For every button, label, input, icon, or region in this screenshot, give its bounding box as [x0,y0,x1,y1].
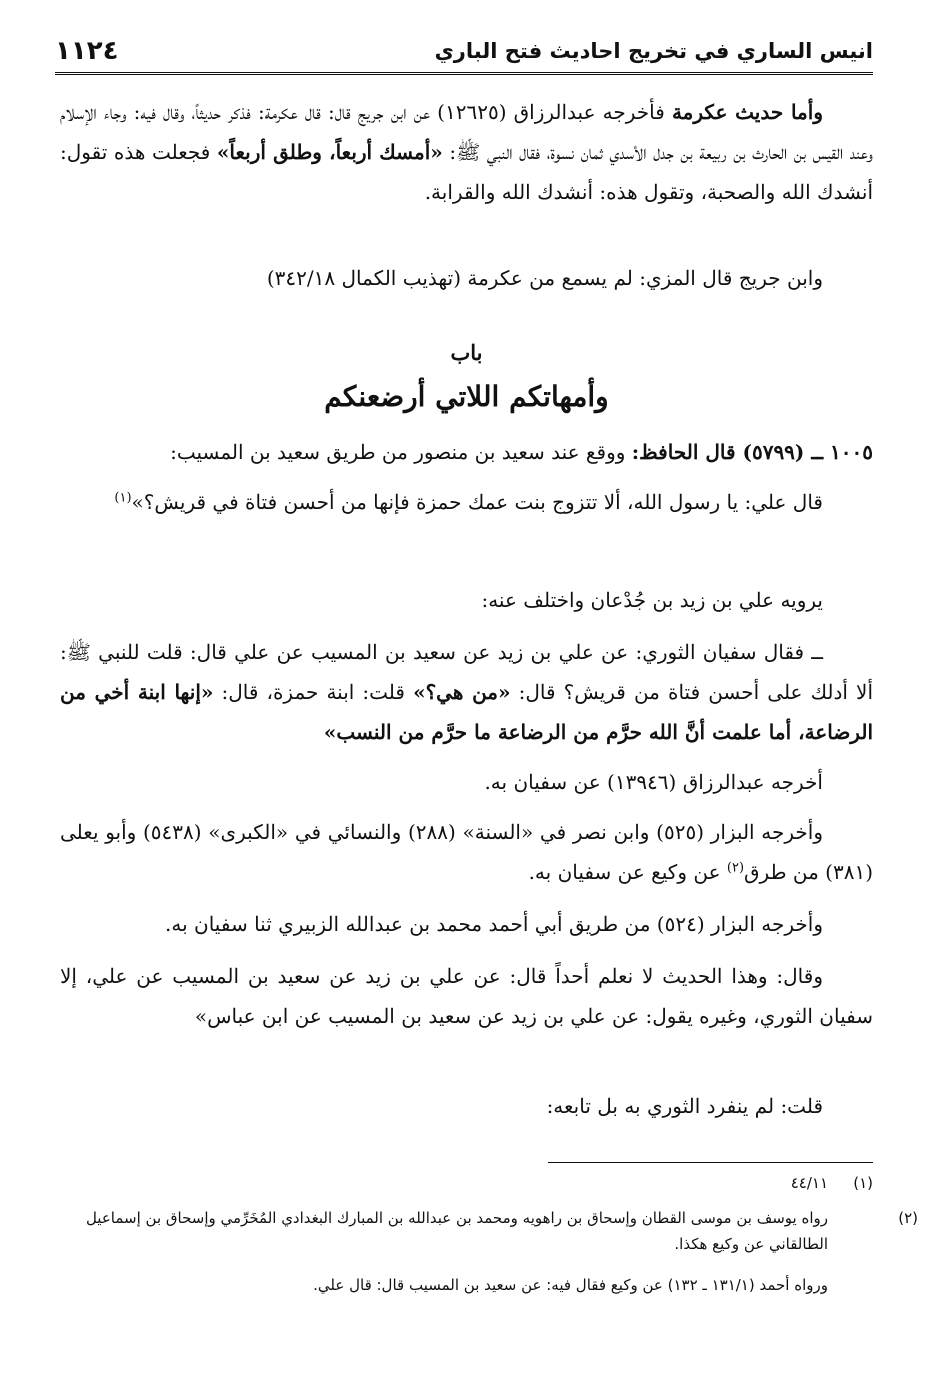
bab-label: باب [450,340,483,365]
paragraph-text: ووقع عند سعيد بن منصور من طريق سعيد بن المسيب: [170,440,632,464]
paragraph-text: عن وكيع عن سفيان به. [528,860,727,884]
hadith-number: ١٠٠٥ ــ (٥٧٩٩) قال الحافظ: [631,440,873,464]
hadith-quote: «إنها ابنة أخي من الرضاعة، أما علمت أنَّ الله حرَّم من الرضاعة ما حرَّم من النسب» [60,680,873,744]
footnote-ref: (٢) [726,860,745,876]
paragraph-sufyan [60,632,873,752]
footnote-ref: (١) [114,490,132,506]
paragraph-text: فجعلت هذه تقول: أنشدك الله والصحبة، وتقول هذه: أنشدك الله والقرابة. [60,140,873,204]
footnote-2 [60,1205,918,1257]
paragraph-text: قال علي: يا رسول الله، ألا تتزوج بنت عمك حمزة فإنها من أحسن فتاة في قريش؟» [131,490,823,514]
paragraph-abdurrazzaq: أخرجه عبدالرزاق (١٣٩٤٦) عن سفيان به. [484,770,823,794]
paragraph-conclusion: قلت: لم ينفرد الثوري به بل تابعه: [546,1094,823,1118]
paragraph-ikrima [60,92,873,212]
hadith-quote: «من هي؟» [413,680,511,704]
footnote-number: (٢) [898,1209,918,1227]
paragraph-text: فأخرجه عبدالرزاق (١٢٦٢٥) عن ابن جريج قال: قال عكرمة: فذكر حديثاً، وقال فيه: وجاء الإسلام وعند القيس بن الحارث بن ربيعة بن جدل الأسدي ثمان نسوة، فقال النبي ﷺ: [60,100,873,164]
paragraph-text: قلت: ابنة حمزة، قال: [213,680,414,704]
paragraph-hadith-1005 [60,432,873,472]
paragraph-bazzar-comment: وقال: وهذا الحديث لا نعلم أحداً قال: عن علي بن زيد عن سعيد بن المسيب عن علي، إلا سفيان الثوري، وغيره يقول: عن علي بن زيد عن سعيد بن المسيب عن ابن عباس» [60,964,873,1028]
hadith-quote: «أمسك أربعاً، وطلق أربعاً» [216,140,443,164]
bab-title: وأمهاتكم اللاتي أرضعنكم [324,380,609,413]
footnote-text: ورواه أحمد (١٣١/١ ـ ١٣٢) عن وكيع فقال فيه: عن سعيد بن المسيب قال: قال علي. [313,1276,828,1294]
paragraph-mizzi: وابن جريج قال المزي: لم يسمع من عكرمة (تهذيب الكمال ٣٤٢/١٨) [266,266,823,290]
footnote-2-continued [60,1272,873,1298]
paragraph-text: ــ فقال سفيان الثوري: عن علي بن زيد عن سعيد بن المسيب عن علي قال: قلت للنبي ﷺ: ألا أدلك على أحسن فتاة من قريش؟ قال: [60,640,874,704]
footnote-divider [548,1162,873,1163]
running-title: انيس الساري في تخريج احاديث فتح الباري [434,39,873,63]
paragraph-bazzar-525 [60,812,873,892]
footnote-number: (١) [853,1174,873,1192]
footnote-text: رواه يوسف بن موسى القطان وإسحاق بن راهويه ومحمد بن عبدالله بن المبارك البغدادي المُخَرِّمي وإسحاق بن إسماعيل الطالقاني عن وكيع هكذا. [85,1209,828,1253]
paragraph-bazzar-524: وأخرجه البزار (٥٢٤) من طريق أبي أحمد محمد بن عبدالله الزبيري ثنا سفيان به. [165,912,823,936]
page-header [55,30,873,75]
page-number: ١١٢٤ [55,36,119,66]
footnote-1 [60,1170,873,1196]
bold-lead: وأما حديث عكرمة [671,100,823,124]
paragraph-ibn-judan: يرويه علي بن زيد بن جُدْعان واختلف عنه: [481,588,823,612]
paragraph-text: وأخرجه البزار (٥٢٥) وابن نصر في «السنة» (٢٨٨) والنسائي في «الكبرى» (٥٤٣٨) وأبو يعلى (٣٨١) من طرق [60,820,873,884]
footnote-text: ٤٤/١١ [790,1174,828,1192]
paragraph-ali-quote [60,482,873,522]
